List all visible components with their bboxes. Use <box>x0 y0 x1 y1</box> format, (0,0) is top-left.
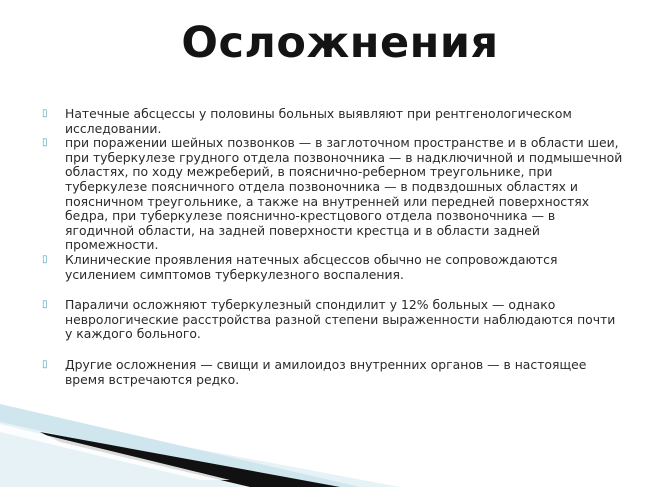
bullet-list <box>38 107 623 387</box>
bullet-marker-icon: ▯ <box>42 137 48 149</box>
bullet-marker-icon: ▯ <box>42 253 48 265</box>
bullet-text: Другие осложнения — свищи и амилоидоз внутренних органов — в настоящее время встречаются редко. <box>65 356 587 387</box>
bullet-marker-icon: ▯ <box>42 108 48 119</box>
decorative-swoosh <box>0 392 650 487</box>
bullet-item <box>38 253 623 282</box>
bullet-text: при поражении шейных позвонков — в заглоточном пространстве и в области шеи, при туберкулезе грудного отдела позвоночника — в надключичной и подмышечной областях, по ходу межреберий, в пояснично-реберном треугольнике, при туберкулезе поясничного отдела позвоночника — в подвздошных областях и поясничном треугольнике, а также на внутренней или передней поверхностях бедра, при туберкулезе пояснично-крестцового отдела позвоночника — в ягодичной области, на задней поверхности крестца и в области задней промежности. <box>65 135 623 253</box>
bullet-text: Натечные абсцессы у половины больных выявляют при рентгенологическом исследовании. <box>65 106 572 136</box>
bullet-text: Клинические проявления натечных абсцессов обычно не сопровождаются усилением симптомов туберкулезного воспаления. <box>65 251 558 282</box>
bullet-marker-icon: ▯ <box>42 358 48 370</box>
bullet-item <box>38 136 623 253</box>
bullet-marker-icon: ▯ <box>42 299 48 311</box>
slide-title: Осложнения <box>181 18 499 68</box>
bullet-item <box>38 107 623 136</box>
bullet-text: Параличи осложняют туберкулезный спондилит у 12% больных — однако неврологические расстройства разной степени выраженности наблюдаются почти у каждого больного. <box>65 297 616 342</box>
bullet-item <box>38 358 623 387</box>
bullet-item <box>38 298 623 342</box>
